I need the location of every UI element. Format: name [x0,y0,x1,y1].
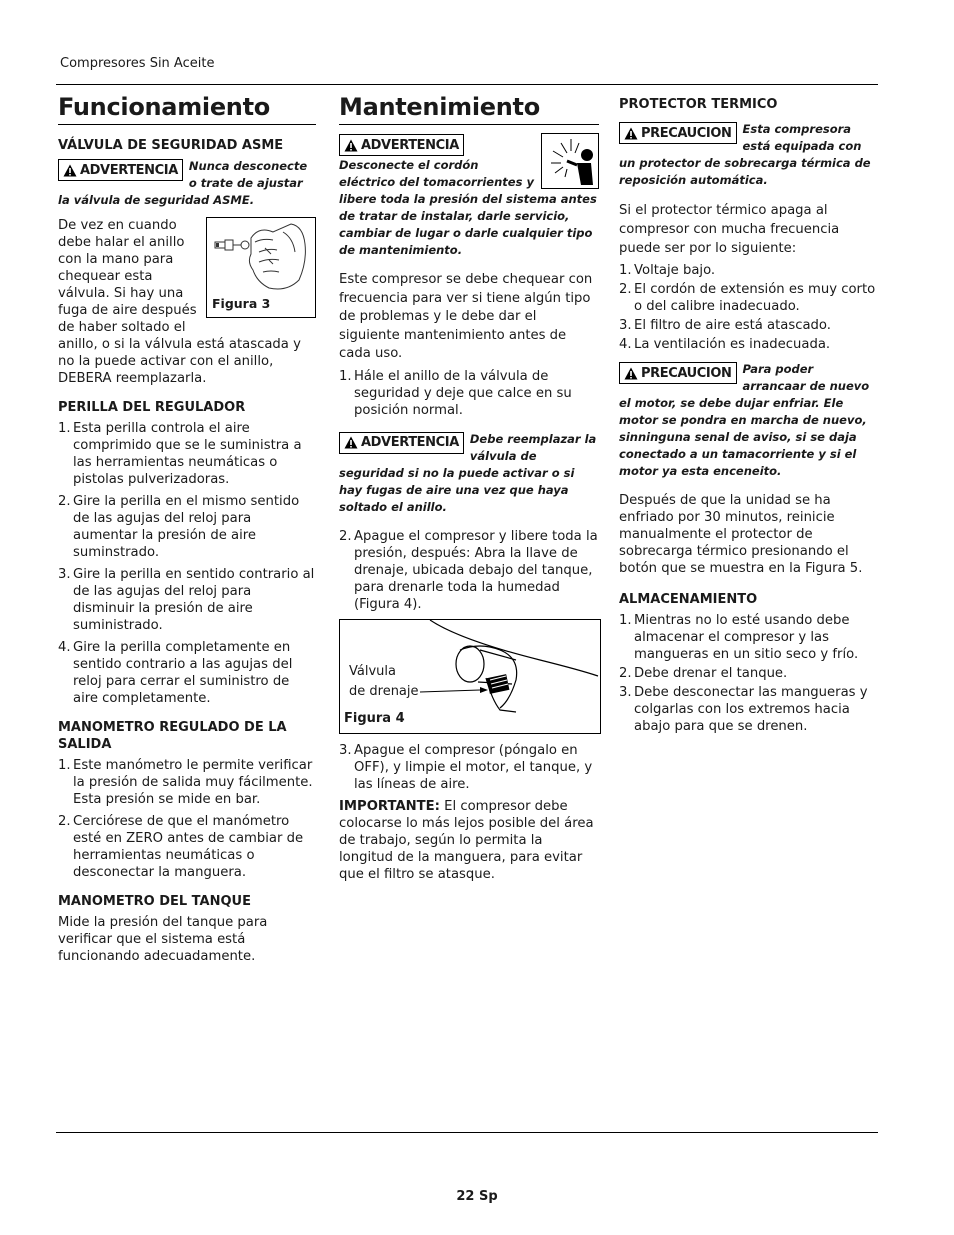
heading-manometro-tanque: MANOMETRO DEL TANQUE [58,894,251,909]
list-item: 3. Apague el compresor (póngalo en OFF), y limpie el motor, el tanque, y las líneas de aire. [339,742,593,792]
warning-text-desconecte: Desconecte el cordón eléctrico del tomacorrientes y libere toda la presión del sistema antes de tratar de instalar, darle servicio, cambiar de lugar o darle cualquier tipo de mantenimiento. [339,158,597,257]
advertencia-badge [58,159,183,181]
figure-4-label-drenaje: de drenaje [349,683,419,699]
list-item: 1. Voltaje bajo. [619,263,716,278]
figure-3 [206,217,316,318]
manometro-tanque-text: Mide la presión del tanque para verificar que el sistema está funcionando adecuadamente. [58,915,268,964]
warning-triangle-icon [344,139,358,152]
list-item: 4. La ventilación es inadecuada. [619,337,831,352]
figure-4-caption: Figura 4 [344,710,405,726]
precaucion-badge [619,122,737,144]
precaucion-label: PRECAUCION [641,125,732,141]
figure-4 [339,619,601,734]
asme-body-text: De vez en cuando debe halar el anillo con la mano para chequear esta válvula. Si hay una fuga de aire después de haber soltado el anillo, o si la válvula está atascada y no la puede activar con el anillo, DEBERA reemplazarla. [58,218,301,386]
important-text: El compresor debe colocarse lo más lejos posible del área de trabajo, según lo permita la longitud de la manguera, para evitar que el filtro se atasque. [339,798,594,882]
warning-text-reemplazar: Debe reemplazar la válvula de seguridad si no la puede activar o si hay fugas de aire una vez que haya soltado el anillo. [339,431,597,514]
header-rule [56,84,878,85]
list-item: 3. El filtro de aire está atascado. [619,318,831,333]
running-header: Compresores Sin Aceite [60,56,215,71]
protector-intro: Si el protector térmico apaga al compresor con mucha frecuencia puede ser por lo siguiente: [619,203,840,256]
heading-asme: VÁLVULA DE SEGURIDAD ASME [58,138,284,153]
footer-rule [56,1132,878,1133]
warning-triangle-icon [344,436,358,449]
heading-manometro-salida: MANOMETRO REGULADO DE LA SALIDA [58,720,287,752]
list-item: 2. El cordón de extensión es muy corto o del calibre inadecuado. [619,282,876,314]
advertencia-label: ADVERTENCIA [361,435,459,450]
list-item: 1. Mientras no lo esté usando debe almacenar el compresor y las mangueras en un sitio seco y frío. [619,613,859,662]
list-item: 1. Este manómetro le permite verificar la presión de salida muy fácilmente. Esta presión se mide en bar. [58,758,313,807]
list-item: 2. Gire la perilla en el mismo sentido de las agujas del reloj para aumentar la presión de aire suminstrado. [58,494,300,560]
list-item: 2. Cerciórese de que el manómetro esté en ZERO antes de cambiar de herramientas neumáticas o desconectar la manguera. [58,814,304,880]
section-title-mantenimiento: Mantenimiento [339,92,599,125]
heading-almacenamiento: ALMACENAMIENTO [619,592,758,607]
list-manometro-salida [58,757,316,881]
advertencia-badge [339,134,464,156]
warning-block-desconecte [339,133,599,259]
column-protector [619,92,877,737]
warning-block-asme [58,158,316,209]
column-mantenimiento [339,92,599,883]
precaucion-badge [619,362,737,384]
list-item: 3. Debe desconectar las mangueras y colgarlas con los extremos hacia abajo para que se drenen. [619,685,868,734]
list-item: 2. Apague el compresor y libere toda la presión, después: Abra la llave de drenaje, ubicada debajo del tanque, para drenarle toda la humedad (Figura 4). [339,528,598,612]
page-number: 22 Sp [456,1189,498,1204]
advertencia-badge [339,432,464,454]
precaucion-block-2 [619,361,877,480]
asme-body [58,217,316,387]
list-almacenamiento [619,612,877,735]
list-item: 1. Esta perilla controla el aire comprimido que se le suministra a las herramientas neumáticas o pistolas pulverizadoras. [58,421,302,487]
electric-shock-icon [541,133,599,189]
reset-instructions: Después de que la unidad se ha enfriado por 30 minutos, reinicie manualmente el protector de sobrecarga térmico presionando el botón que se muestra en la Figura 5. [619,493,863,576]
list-step1 [339,368,599,419]
warning-triangle-icon [624,127,638,140]
advertencia-label: ADVERTENCIA [361,137,459,153]
important-note [339,798,599,883]
list-item: 4. Gire la perilla completamente en sentido contrario a las agujas del reloj para cerrar el suministro de aire completamente. [58,640,293,706]
list-regulador [58,420,316,707]
list-step2 [339,528,599,613]
figure-3-caption: Figura 3 [212,296,271,311]
list-item: 1. Hále el anillo de la válvula de seguridad y deje que calce en su posición normal. [339,368,572,418]
hand-valve-illustration [207,218,315,298]
heading-protector-termico: PROTECTOR TERMICO [619,97,778,112]
warning-text-asme: Nunca desconecte o trate de ajustar la válvula de seguridad ASME. [58,159,308,207]
advertencia-label: ADVERTENCIA [80,162,178,178]
heading-regulador: PERILLA DEL REGULADOR [58,400,246,415]
list-causes [619,262,877,353]
list-item: 3. Gire la perilla en sentido contrario al de las agujas del reloj para disminuir la presión de aire suministrado. [58,567,315,633]
section-title-funcionamiento: Funcionamiento [58,92,316,125]
mantenimiento-intro: Este compresor se debe chequear con frecuencia para ver si tiene algún tipo de problemas y le debe dar el siguiente mantenimiento antes de cada uso. [339,272,593,361]
list-step3 [339,742,599,793]
column-funcionamiento [58,92,316,965]
precaucion-label: PRECAUCION [641,365,732,381]
important-label: IMPORTANTE: [339,798,440,814]
list-item: 2. Debe drenar el tanque. [619,666,788,681]
warning-triangle-icon [624,367,638,380]
precaucion-text-2: Para poder arrancaar de nuevo el motor, se debe dujar enfriar. Ele motor se pondra en marcha de nuevo, sinninguna senal de aviso, si se daja conectado a un tamacorriente y si el motor ya esta enceneito. [619,362,870,478]
figure-4-label-valvula: Válvula [349,663,396,679]
precaucion-text-1: Esta compresora está equipada con un protector de sobrecarga térmica de reposición automática. [619,122,871,187]
warning-block-reemplazar [339,431,599,516]
warning-triangle-icon [63,164,77,177]
precaucion-block-1 [619,121,877,189]
